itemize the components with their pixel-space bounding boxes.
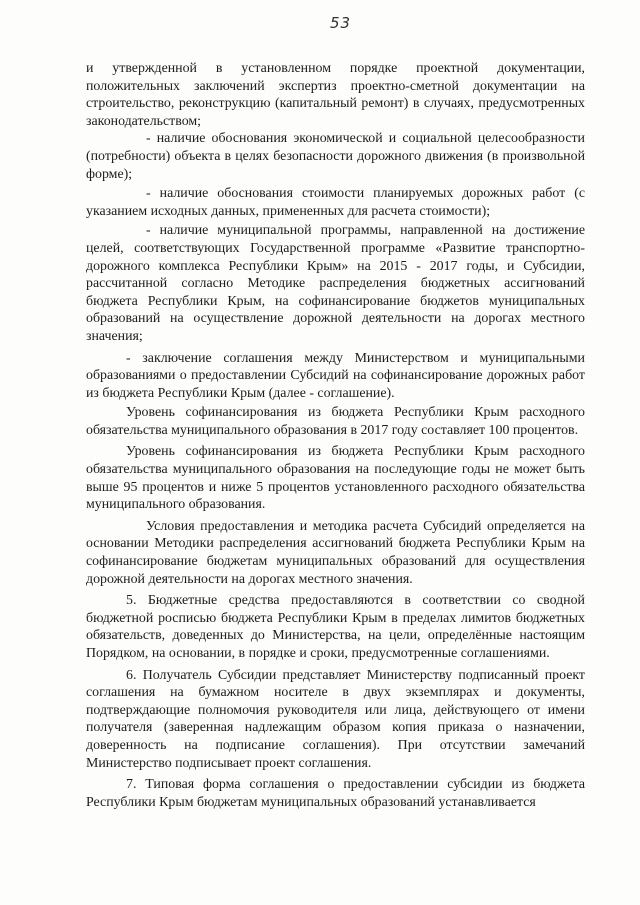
paragraph-10: 6. Получатель Субсидии представляет Министерству подписанный проект соглашения на бумажном носителе в двух экземплярах и документы, подтверждающие полномочия руководителя или лица, действующего от имени получателя (заверенная надлежащим образом копия приказа о назначении, доверенность на подписание соглашения). При отсутствии замечаний Министерство подписывает проект соглашения. xyxy=(86,667,585,771)
paragraph-2: - наличие обоснования экономической и социальной целесообразности (потребности) объекта в целях безопасности дорожного движения (в произвольной форме); xyxy=(86,131,585,182)
page-number: 53 xyxy=(330,14,352,32)
paragraph-11: 7. Типовая форма соглашения о предоставлении субсидии из бюджета Республики Крым бюджетам муниципальных образований устанавливается xyxy=(86,777,585,810)
paragraph-1: и утвержденной в установленном порядке проектной документации, положительных заключений экспертиз проектно-сметной документации на строительство, реконструкцию (капитальный ремонт) в случаях, предусмотренных законодательством; xyxy=(86,61,585,129)
document-body xyxy=(86,60,585,811)
paragraph-9: 5. Бюджетные средства предоставляются в соответствии со сводной бюджетной росписью бюджета Республики Крым в пределах лимитов бюджетных обязательств, доведенных до Министерства, на цели, определённые настоящим Порядком, на основании, в порядке и сроки, предусмотренные соглашениями. xyxy=(86,593,585,661)
paragraph-4: - наличие муниципальной программы, направленной на достижение целей, соответствующих Государственной программе «Развитие транспортно-дорожного комплекса Республики Крым» на 2015 - 2017 годы, и Субсидии, рассчитанной согласно Методике распределения бюджетных ассигнований бюджета Республики Крым, на софинансирование бюджетов муниципальных образований на осуществление дорожной деятельности на дорогах местного значения; xyxy=(86,223,585,344)
paragraph-6: Уровень софинансирования из бюджета Республики Крым расходного обязательства муниципального образования в 2017 году составляет 100 процентов. xyxy=(86,405,585,438)
paragraph-5: - заключение соглашения между Министерством и муниципальными образованиями о предоставлении Субсидий на софинансирование дорожных работ из бюджета Республики Крым (далее - соглашение). xyxy=(86,350,585,401)
paragraph-3: - наличие обоснования стоимости планируемых дорожных работ (с указанием исходных данных, примененных для расчета стоимости); xyxy=(86,186,585,219)
paragraph-8: Условия предоставления и методика расчета Субсидий определяется на основании Методики распределения ассигнований бюджета Республики Крым на софинансирование бюджетам муниципальных образований для осуществления дорожной деятельности на дорогах местного значения. xyxy=(86,518,585,587)
paragraph-7: Уровень софинансирования из бюджета Республики Крым расходного обязательства муниципального образования на последующие годы не может быть выше 95 процентов и ниже 5 процентов установленного расходного обязательства муниципального образования. xyxy=(86,444,585,513)
